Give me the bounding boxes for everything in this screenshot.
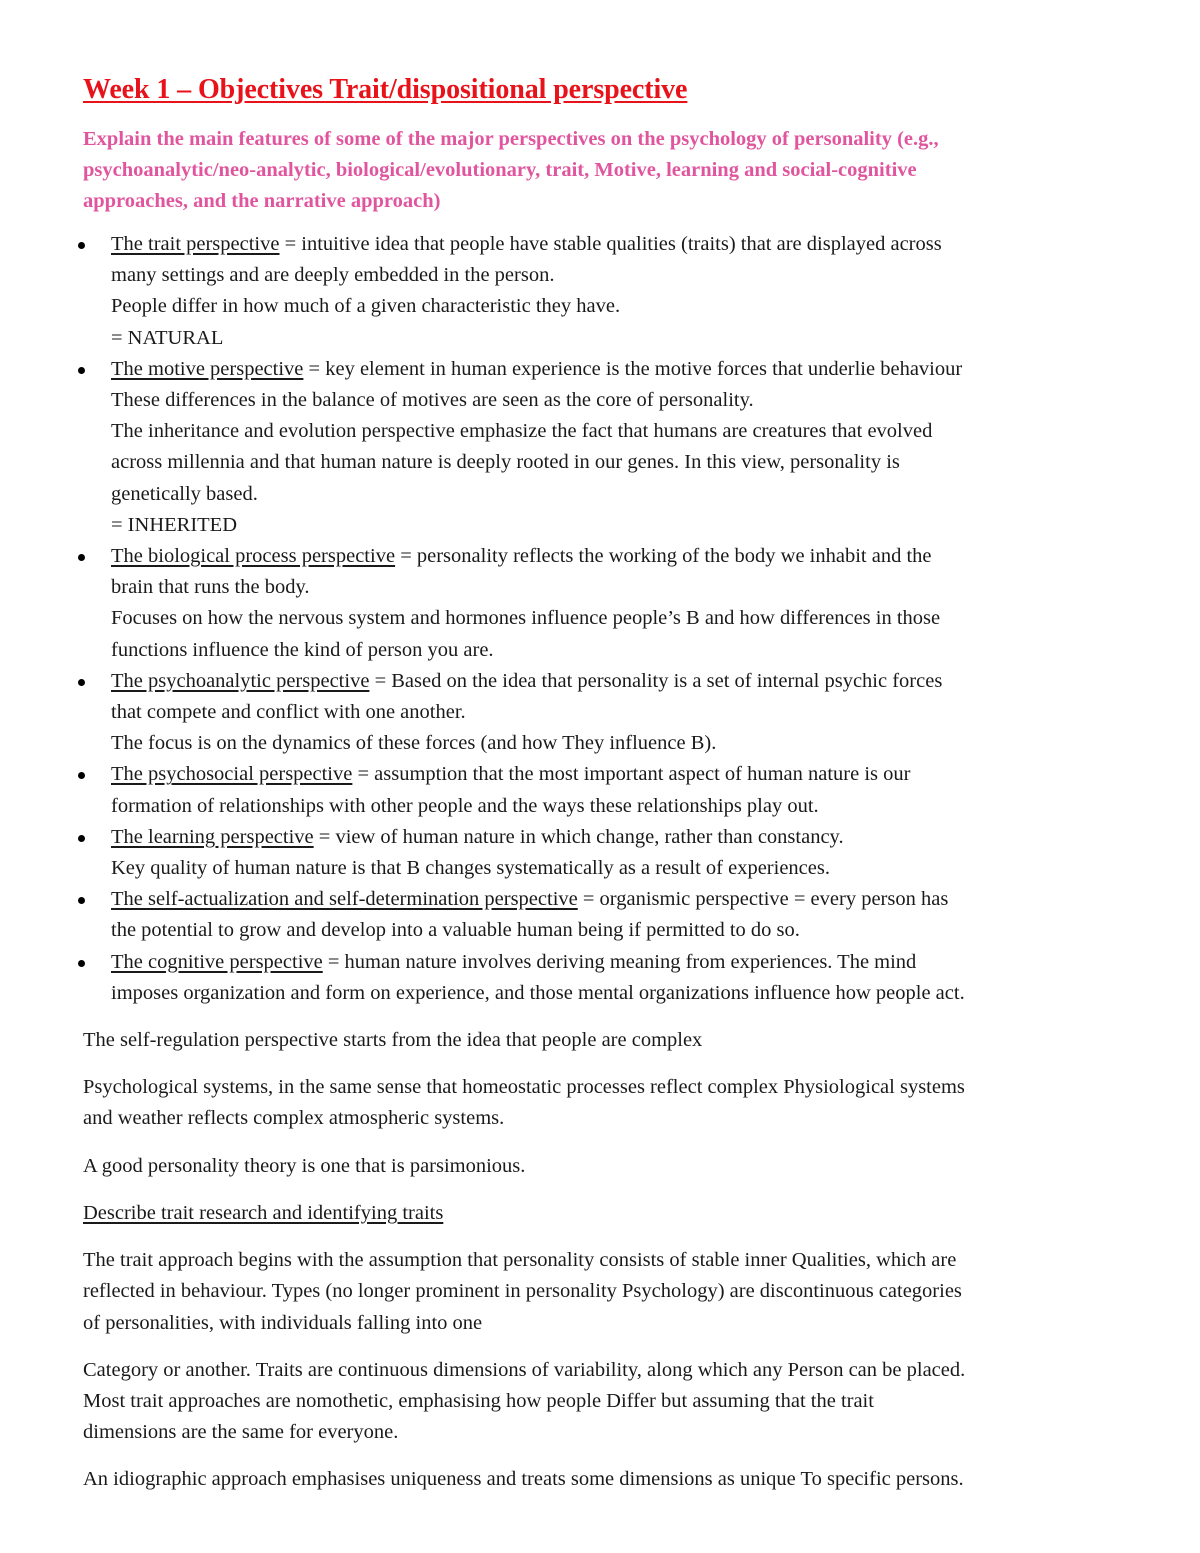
perspective-definition: = intuitive idea that people have stable qualities (traits) that are displayed across: [279, 233, 942, 255]
perspective-term: The self-actualization and self-determination perspective: [111, 888, 578, 911]
paragraph: [83, 1151, 1123, 1182]
list-item: [83, 947, 1123, 1009]
list-item: [83, 541, 1123, 666]
perspective-definition: = human nature involves deriving meaning from experiences. The mind: [322, 950, 917, 973]
perspective-line: Key quality of human nature is that B changes systematically as a result of experiences.: [111, 857, 830, 880]
perspective-first-line: [111, 666, 1123, 697]
section-heading-text: Describe trait research and identifying traits: [83, 1201, 444, 1224]
bullet-icon: [78, 367, 85, 374]
paragraph-line: An idiographic approach emphasises uniqueness and treats some dimensions as unique To specific persons.: [83, 1468, 964, 1491]
perspective-line: genetically based.: [111, 482, 258, 505]
paragraph: [83, 1072, 1123, 1134]
list-item: [83, 666, 1123, 760]
perspective-line: People differ in how much of a given characteristic they have.: [111, 295, 621, 318]
perspective-line: that compete and conflict with one another.: [111, 701, 466, 724]
objective-text: [83, 124, 1123, 217]
perspective-first-line: [111, 759, 1123, 790]
perspective-line: The inheritance and evolution perspective emphasize the fact that humans are creatures that evolved: [111, 420, 933, 443]
perspective-first-line: [111, 884, 1123, 915]
perspective-definition: = assumption that the most important aspect of human nature is our: [352, 763, 911, 786]
paragraph-line: reflected in behaviour. Types (no longer prominent in personality Psychology) are discontinuous categories: [83, 1280, 962, 1303]
paragraph: [83, 1245, 1123, 1339]
perspective-definition: = Based on the idea that personality is a set of internal psychic forces: [369, 669, 943, 692]
perspective-term: The learning perspective: [111, 825, 314, 848]
perspective-line: across millennia and that human nature is deeply rooted in our genes. In this view, personality is: [111, 451, 900, 474]
perspective-line: functions influence the kind of person you are.: [111, 638, 494, 661]
perspective-line: These differences in the balance of motives are seen as the core of personality.: [111, 389, 754, 412]
paragraph-line: The self-regulation perspective starts from the idea that people are complex: [83, 1029, 703, 1052]
paragraph-line: and weather reflects complex atmospheric systems.: [83, 1107, 505, 1130]
objective-line: psychoanalytic/neo-analytic, biological/evolutionary, trait, Motive, learning and social-cognitive: [83, 159, 917, 181]
perspective-definition: = view of human nature in which change, rather than constancy.: [313, 825, 844, 848]
perspective-first-line: [111, 947, 1123, 978]
perspective-definition: = personality reflects the working of the body we inhabit and the: [395, 545, 932, 568]
paragraph-line: Most trait approaches are nomothetic, emphasising how people Differ but assuming that the trait: [83, 1389, 874, 1412]
paragraph-line: A good personality theory is one that is parsimonious.: [83, 1154, 526, 1177]
paragraph-line: Category or another. Traits are continuous dimensions of variability, along which any Person can be placed.: [83, 1358, 966, 1381]
perspective-line: many settings and are deeply embedded in the person.: [111, 264, 555, 287]
perspective-definition: = organismic perspective = every person has: [577, 888, 949, 911]
document-page: [83, 68, 1123, 1496]
list-item: [83, 822, 1123, 884]
list-item: [83, 229, 1123, 354]
perspective-term: The psychoanalytic perspective: [111, 669, 370, 692]
perspective-line: = INHERITED: [111, 513, 237, 536]
perspective-line: the potential to grow and develop into a valuable human being if permitted to do so.: [111, 919, 800, 942]
paragraph-line: dimensions are the same for everyone.: [83, 1421, 399, 1444]
perspective-term: The cognitive perspective: [111, 950, 323, 973]
bullet-icon: [78, 897, 85, 904]
paragraph: [83, 1025, 1123, 1056]
paragraph-line: of personalities, with individuals falling into one: [83, 1311, 483, 1334]
bullet-icon: [78, 554, 85, 561]
paragraph-line: The trait approach begins with the assumption that personality consists of stable inner Qualities, which are: [83, 1249, 957, 1272]
list-item: [83, 884, 1123, 946]
perspective-first-line: [111, 354, 1123, 385]
perspective-term: The trait perspective: [111, 233, 280, 255]
bullet-icon: [78, 242, 85, 249]
bullet-icon: [78, 772, 85, 779]
objective-line: Explain the main features of some of the major perspectives on the psychology of personality (e.g.,: [83, 128, 939, 150]
perspective-line: The focus is on the dynamics of these forces (and how They influence B).: [111, 732, 717, 755]
perspective-first-line: [111, 541, 1123, 572]
list-item: [83, 354, 1123, 541]
objective-line: approaches, and the narrative approach): [83, 190, 441, 212]
perspectives-list: [83, 229, 1123, 1009]
bullet-icon: [78, 679, 85, 686]
perspective-line: Focuses on how the nervous system and hormones influence people’s B and how differences in those: [111, 607, 941, 630]
paragraph-line: Psychological systems, in the same sense that homeostatic processes reflect complex Physiological systems: [83, 1076, 965, 1099]
paragraph: [83, 1355, 1123, 1449]
bullet-icon: [78, 960, 85, 967]
page-title: Week 1 – Objectives Trait/dispositional perspective: [83, 74, 688, 105]
perspective-line: = NATURAL: [111, 326, 224, 349]
list-item: [83, 759, 1123, 821]
perspective-term: The biological process perspective: [111, 545, 396, 568]
perspective-first-line: [111, 822, 1123, 853]
perspective-line: imposes organization and form on experience, and those mental organizations influence how people act.: [111, 981, 965, 1004]
perspective-term: The psychosocial perspective: [111, 763, 353, 786]
perspective-term: The motive perspective: [111, 357, 304, 380]
perspective-line: brain that runs the body.: [111, 576, 310, 599]
paragraph: [83, 1464, 1123, 1495]
perspective-definition: = key element in human experience is the motive forces that underlie behaviour: [303, 357, 963, 380]
section-heading: [83, 1198, 1123, 1229]
perspective-first-line: [111, 229, 1123, 260]
bullet-icon: [78, 835, 85, 842]
perspective-line: formation of relationships with other people and the ways these relationships play out.: [111, 794, 819, 817]
